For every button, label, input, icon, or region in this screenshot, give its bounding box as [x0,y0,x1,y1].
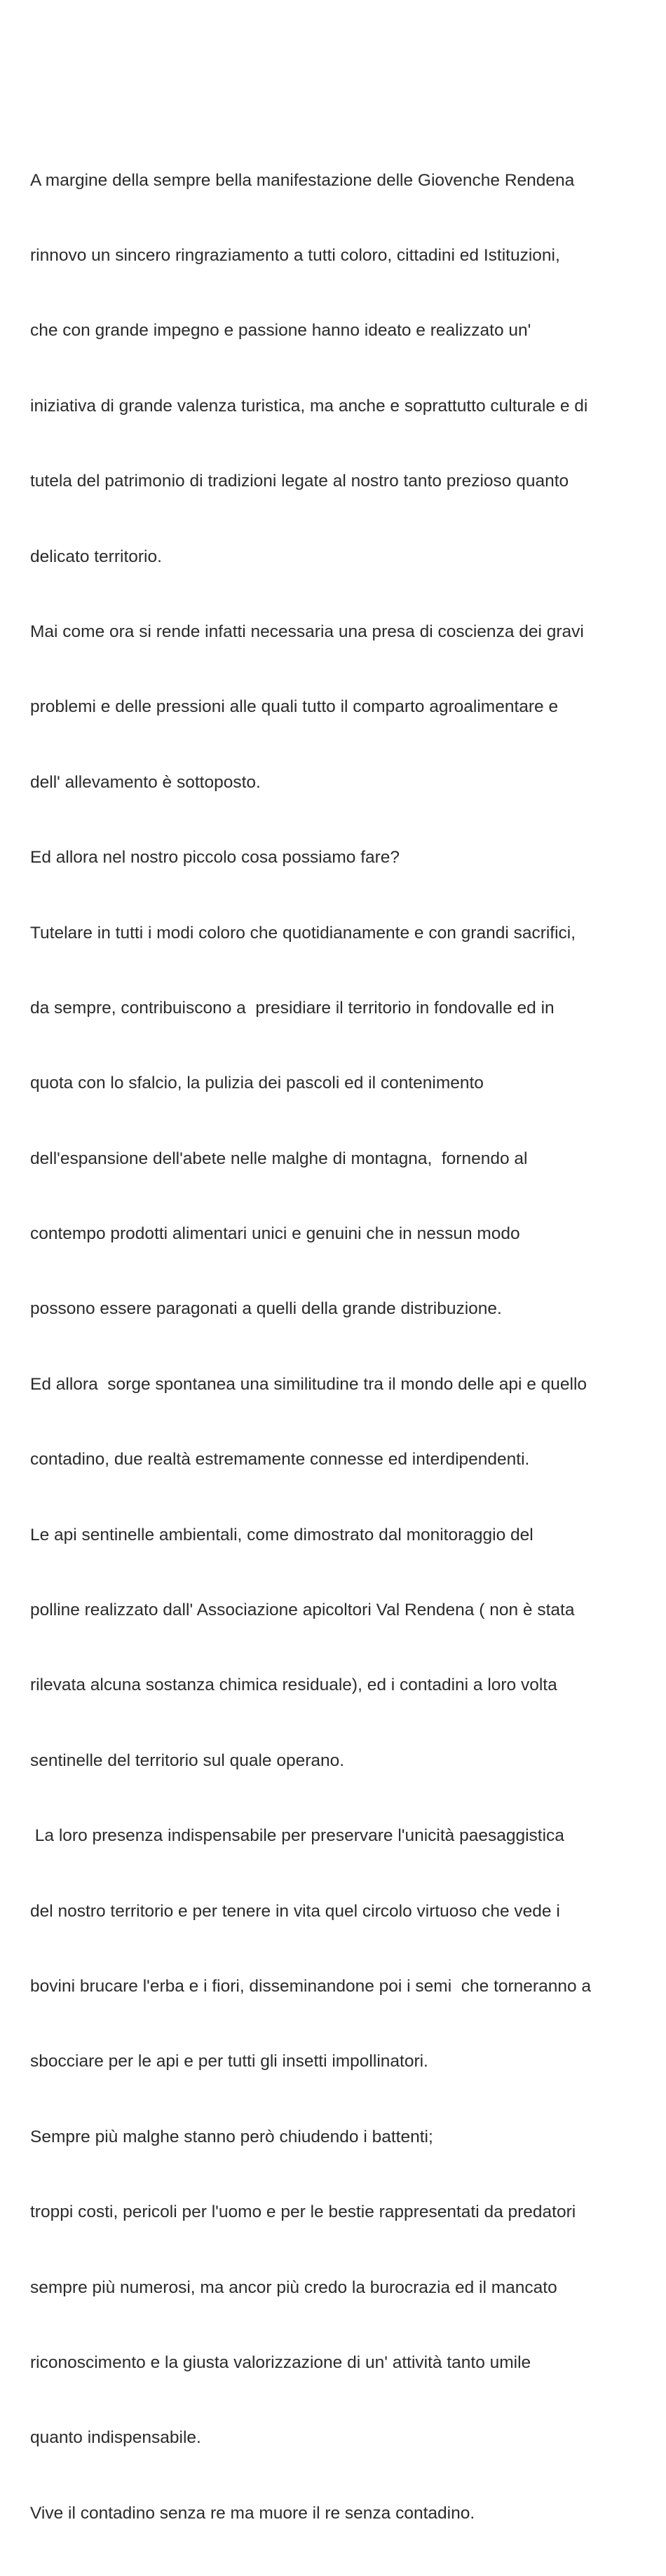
letter-body [30,118,661,2576]
text-line: La loro presenza indispensabile per preservare l'unicità paesaggistica [30,1826,564,1846]
text-line: Vive il contadino senza re ma muore il re senza contadino. [30,2503,475,2523]
text-line: sentinelle del territorio sul quale operano. [30,1751,345,1770]
text-line: contempo prodotti alimentari unici e genuini che in nessun modo [30,1224,520,1244]
text-line: sbocciare per le api e per tutti gli insetti impollinatori. [30,2052,428,2071]
text-line: troppi costi, pericoli per l'uomo e per le bestie rappresentati da predatori [30,2202,576,2222]
text-line: da sempre, contribuiscono a presidiare il territorio in fondovalle ed in [30,998,555,1018]
text-line: Mai come ora si rende infatti necessaria una presa di coscienza dei gravi [30,622,584,641]
text-line: Tutelare in tutti i modi coloro che quotidianamente e con grandi sacrifici, [30,923,576,943]
text-line: dell' allevamento è sottoposto. [30,772,261,792]
text-line: possono essere paragonati a quelli della grande distribuzione. [30,1299,502,1319]
text-line: rilevata alcuna sostanza chimica residuale), ed i contadini a loro volta [30,1676,557,1695]
text-line: delicato territorio. [30,547,162,566]
text-line: bovini brucare l'erba e i fiori, disseminandone poi i semi che torneranno a [30,1976,592,1996]
text-line: dell'espansione dell'abete nelle malghe di montagna, fornendo al [30,1149,528,1168]
text-line: contadino, due realtà estremamente connesse ed interdipendenti. [30,1450,530,1469]
text-line: Ed allora nel nostro piccolo cosa possiamo fare? [30,848,400,868]
text-line: iniziativa di grande valenza turistica, ma anche e soprattutto culturale e di [30,396,588,416]
text-line: Ed allora sorge spontanea una similitudine tra il mondo delle api e quello [30,1374,587,1394]
text-line: Sempre più malghe stanno però chiudendo i battenti; [30,2127,433,2146]
text-line: polline realizzato dall' Associazione apicoltori Val Rendena ( non è stata [30,1601,575,1620]
text-line: Le api sentinelle ambientali, come dimostrato dal monitoraggio del [30,1525,534,1544]
text-line: quota con lo sfalcio, la pulizia dei pascoli ed il contenimento [30,1074,484,1093]
text-line: A margine della sempre bella manifestazione delle Giovenche Rendena [30,170,575,190]
text-line: sempre più numerosi, ma ancor più credo la burocrazia ed il mancato [30,2277,557,2297]
text-line: riconoscimento e la giusta valorizzazione di un' attività tanto umile [30,2352,531,2372]
text-line: quanto indispensabile. [30,2428,201,2448]
text-line: problemi e delle pressioni alle quali tutto il comparto agroalimentare e [30,697,559,717]
text-line: del nostro territorio e per tenere in vita quel circolo virtuoso che vede i [30,1901,560,1921]
text-line: tutela del patrimonio di tradizioni legate al nostro tanto prezioso quanto [30,472,569,491]
text-line: rinnovo un sincero ringraziamento a tutti coloro, cittadini ed Istituzioni, [30,245,560,265]
text-line: che con grande impegno e passione hanno ideato e realizzato un' [30,321,531,341]
